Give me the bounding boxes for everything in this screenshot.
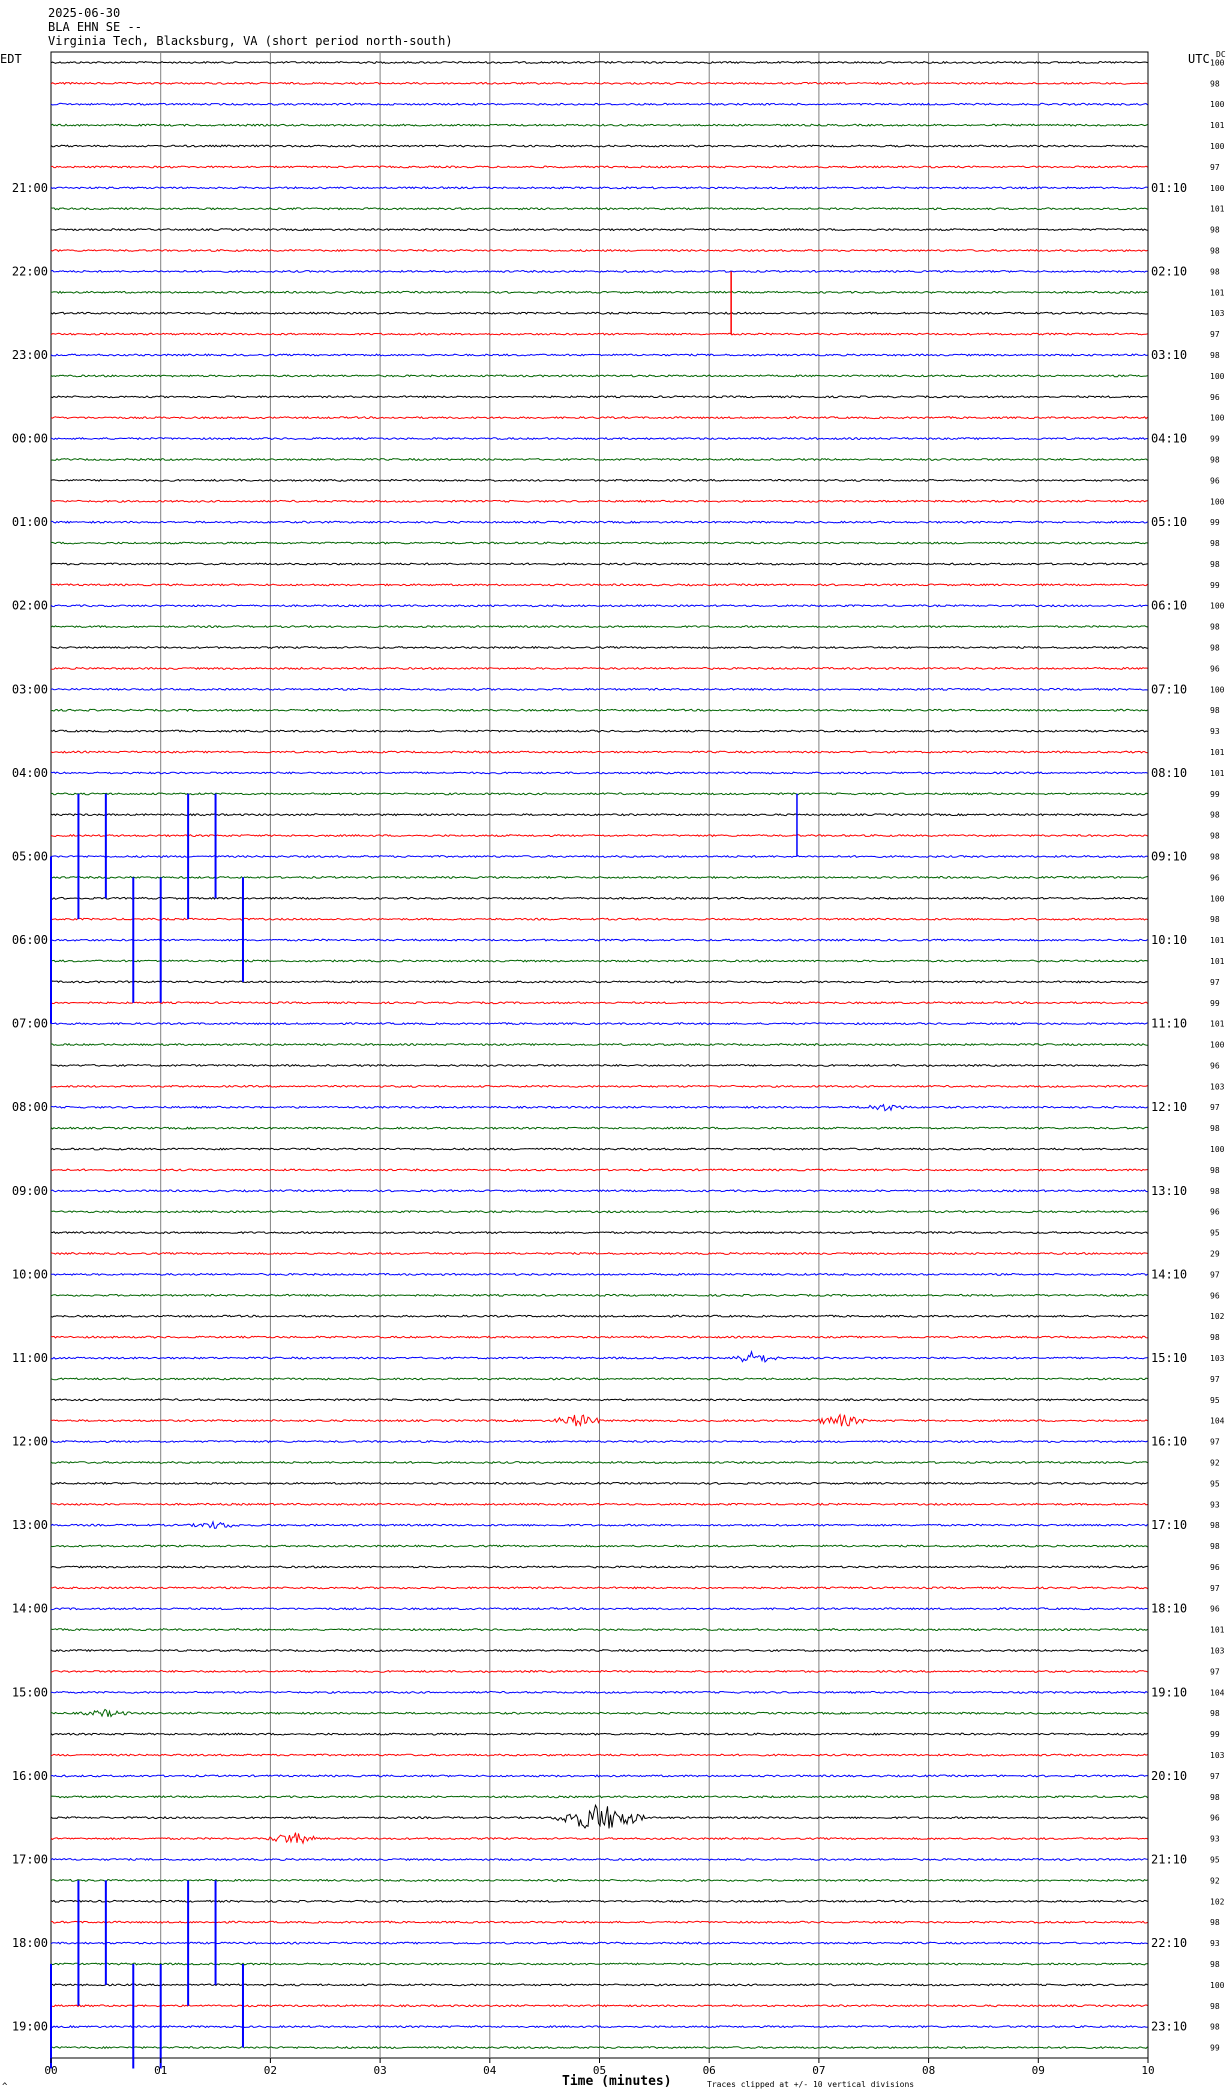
left-time-label: 03:00	[11, 682, 48, 697]
dc-offset-value: 104	[1210, 1688, 1225, 1698]
x-tick-label: 05	[592, 2064, 607, 2077]
dc-offset-value: 95	[1210, 1395, 1220, 1405]
dc-offset-value: 97	[1210, 1270, 1220, 1280]
dc-offset-value: 99	[1210, 434, 1220, 444]
dc-offset-value: 98	[1210, 1792, 1220, 1802]
dc-offset-value: 96	[1210, 476, 1220, 486]
header-location: Virginia Tech, Blacksburg, VA (short period north-south)	[48, 34, 453, 48]
dc-offset-value: 100	[1210, 685, 1225, 695]
right-time-label: 04:10	[1151, 431, 1188, 446]
dc-offset-value: 98	[1210, 915, 1220, 925]
dc-offset-value: 98	[1210, 1165, 1220, 1175]
right-time-label: 20:10	[1151, 1768, 1188, 1783]
dc-offset-value: 98	[1210, 246, 1220, 256]
seismic-trace	[51, 1190, 1148, 1192]
dc-offset-value: 100	[1210, 1040, 1225, 1050]
x-tick-label: 04	[483, 2064, 497, 2077]
dc-offset-value: 99	[1210, 518, 1220, 528]
left-time-label: 11:00	[11, 1350, 48, 1365]
right-time-label: 17:10	[1151, 1518, 1188, 1533]
right-time-label: 10:10	[1151, 933, 1188, 948]
dc-offset-value: 95	[1210, 1855, 1220, 1865]
dc-offset-value: 101	[1210, 1019, 1225, 1029]
dc-offset-value: 101	[1210, 1625, 1225, 1635]
dc-offset-value: 98	[1210, 852, 1220, 862]
dc-offset-value: 98	[1210, 1124, 1220, 1134]
right-time-label: 07:10	[1151, 682, 1188, 697]
dc-offset-value: 98	[1210, 559, 1220, 569]
right-time-label: 14:10	[1151, 1267, 1188, 1282]
dc-offset-value: 98	[1210, 350, 1220, 360]
dc-offset-value: 95	[1210, 1479, 1220, 1489]
dc-offset-value: 101	[1210, 956, 1225, 966]
dc-offset-value: 101	[1210, 121, 1225, 131]
dc-offset-value: 100	[1210, 413, 1225, 423]
dc-offset-value: 98	[1210, 2001, 1220, 2011]
dc-offset-value: 98	[1210, 79, 1220, 89]
x-tick-label: 10	[1141, 2064, 1155, 2077]
left-time-label: 02:00	[11, 598, 48, 613]
header-date: 2025-06-30	[48, 6, 121, 20]
dc-offset-value: 100	[1210, 1980, 1225, 1990]
left-time-label: 22:00	[11, 264, 48, 279]
right-time-label: 22:10	[1151, 1936, 1188, 1951]
x-tick-label: 02	[263, 2064, 278, 2077]
dc-offset-value: 97	[1210, 1437, 1220, 1447]
left-time-label: 01:00	[11, 515, 48, 530]
dc-offset-value: 98	[1210, 225, 1220, 235]
dc-offset-value: 101	[1210, 204, 1225, 214]
dc-offset-value: 102	[1210, 1897, 1225, 1907]
left-time-label: 10:00	[11, 1267, 48, 1282]
dc-offset-value: 97	[1210, 1103, 1220, 1113]
x-tick-label: 00	[44, 2064, 58, 2077]
dc-offset-value: 98	[1210, 643, 1220, 653]
dc-offset-value: 96	[1210, 664, 1220, 674]
dc-offset-value: 96	[1210, 1813, 1220, 1823]
right-time-label: 11:10	[1151, 1016, 1188, 1031]
dc-offset-value: 98	[1210, 455, 1220, 465]
left-time-label: 19:00	[11, 2019, 48, 2034]
x-tick-label: 09	[1031, 2064, 1045, 2077]
dc-offset-value: 101	[1210, 936, 1225, 946]
clipping-footnote: Traces clipped at +/- 10 vertical divisions	[707, 2080, 915, 2089]
right-time-label: 15:10	[1151, 1350, 1188, 1365]
dc-offset-value: 100	[1210, 58, 1225, 68]
dc-offset-value: 92	[1210, 1458, 1220, 1468]
left-time-label: 09:00	[11, 1183, 48, 1198]
x-tick-label: 07	[812, 2064, 826, 2077]
dc-offset-value: 98	[1210, 810, 1220, 820]
left-time-label: 04:00	[11, 765, 48, 780]
seismic-trace	[51, 1483, 1148, 1485]
seismic-trace	[51, 187, 1148, 189]
dc-offset-value: 93	[1210, 1939, 1220, 1949]
dc-offset-value: 100	[1210, 497, 1225, 507]
dc-offset-value: 103	[1210, 1353, 1225, 1363]
dc-offset-value: 97	[1210, 1583, 1220, 1593]
dc-offset-value: 97	[1210, 977, 1220, 987]
dc-offset-value: 96	[1210, 392, 1220, 402]
dc-offset-value: 100	[1210, 894, 1225, 904]
dc-offset-value: 97	[1210, 1374, 1220, 1384]
right-time-label: 21:10	[1151, 1852, 1188, 1867]
dc-offset-value: 103	[1210, 309, 1225, 319]
dc-offset-value: 99	[1210, 580, 1220, 590]
dc-offset-value: 103	[1210, 1751, 1225, 1761]
dc-offset-value: 101	[1210, 748, 1225, 758]
right-time-label: 16:10	[1151, 1434, 1188, 1449]
left-time-label: 21:00	[11, 180, 48, 195]
right-time-label: 02:10	[1151, 264, 1188, 279]
dc-offset-value: 99	[1210, 789, 1220, 799]
dc-offset-value: 99	[1210, 1730, 1220, 1740]
dc-offset-value: 98	[1210, 831, 1220, 841]
x-tick-label: 08	[921, 2064, 936, 2077]
left-time-label: 08:00	[11, 1100, 48, 1115]
left-time-label: 12:00	[11, 1434, 48, 1449]
right-timezone-label: UTC	[1188, 52, 1210, 66]
dc-offset-value: 97	[1210, 162, 1220, 172]
dc-offset-value: 100	[1210, 371, 1225, 381]
dc-offset-value: 96	[1210, 1291, 1220, 1301]
dc-offset-value: 96	[1210, 1604, 1220, 1614]
dc-offset-value: 29	[1210, 1249, 1220, 1259]
left-time-label: 06:00	[11, 933, 48, 948]
dc-offset-value: 103	[1210, 1082, 1225, 1092]
right-time-label: 08:10	[1151, 765, 1188, 780]
left-time-label: 14:00	[11, 1601, 48, 1616]
header-station: BLA EHN SE --	[48, 20, 142, 34]
dc-offset-value: 98	[1210, 1333, 1220, 1343]
right-time-label: 13:10	[1151, 1183, 1188, 1198]
dc-offset-value: 100	[1210, 100, 1225, 110]
right-time-label: 12:10	[1151, 1100, 1188, 1115]
left-time-label: 15:00	[11, 1685, 48, 1700]
dc-column-label: DC	[1216, 50, 1226, 59]
dc-offset-value: 99	[1210, 2043, 1220, 2053]
dc-offset-value: 96	[1210, 1061, 1220, 1071]
dc-offset-value: 100	[1210, 142, 1225, 152]
right-time-label: 09:10	[1151, 849, 1188, 864]
dc-offset-value: 100	[1210, 1145, 1225, 1155]
left-time-label: 05:00	[11, 849, 48, 864]
right-time-label: 06:10	[1151, 598, 1188, 613]
right-time-label: 23:10	[1151, 2019, 1188, 2034]
corner-caret: ^	[2, 2082, 8, 2092]
dc-offset-value: 98	[1210, 1959, 1220, 1969]
dc-offset-value: 98	[1210, 1542, 1220, 1552]
dc-offset-value: 98	[1210, 706, 1220, 716]
left-time-label: 17:00	[11, 1852, 48, 1867]
dc-offset-value: 98	[1210, 1186, 1220, 1196]
left-time-label: 00:00	[11, 431, 48, 446]
dc-offset-value: 98	[1210, 1709, 1220, 1719]
right-time-label: 19:10	[1151, 1685, 1188, 1700]
x-tick-label: 01	[154, 2064, 168, 2077]
seismic-trace	[51, 1503, 1148, 1505]
dc-offset-value: 92	[1210, 1876, 1220, 1886]
dc-offset-value: 98	[1210, 1918, 1220, 1928]
dc-offset-value: 93	[1210, 727, 1220, 737]
x-tick-label: 03	[373, 2064, 387, 2077]
dc-offset-value: 93	[1210, 1834, 1220, 1844]
right-time-label: 03:10	[1151, 347, 1188, 362]
left-time-label: 07:00	[11, 1016, 48, 1031]
dc-offset-value: 101	[1210, 288, 1225, 298]
dc-offset-value: 98	[1210, 622, 1220, 632]
dc-offset-value: 104	[1210, 1416, 1225, 1426]
dc-offset-value: 100	[1210, 601, 1225, 611]
x-tick-label: 06	[702, 2064, 716, 2077]
dc-offset-value: 99	[1210, 998, 1220, 1008]
left-time-label: 13:00	[11, 1518, 48, 1533]
dc-offset-value: 97	[1210, 1771, 1220, 1781]
dc-offset-value: 96	[1210, 873, 1220, 883]
dc-offset-value: 97	[1210, 330, 1220, 340]
dc-offset-value: 97	[1210, 1667, 1220, 1677]
left-timezone-label: EDT	[0, 52, 22, 66]
dc-offset-value: 103	[1210, 1646, 1225, 1656]
dc-offset-value: 102	[1210, 1312, 1225, 1322]
left-time-label: 23:00	[11, 347, 48, 362]
x-axis-title: Time (minutes)	[562, 2074, 672, 2089]
left-time-label: 18:00	[11, 1936, 48, 1951]
dc-offset-value: 98	[1210, 1521, 1220, 1531]
dc-offset-value: 98	[1210, 267, 1220, 277]
dc-offset-value: 96	[1210, 1562, 1220, 1572]
dc-offset-value: 95	[1210, 1228, 1220, 1238]
dc-offset-value: 93	[1210, 1500, 1220, 1510]
dc-offset-value: 98	[1210, 539, 1220, 549]
right-time-label: 18:10	[1151, 1601, 1188, 1616]
right-time-label: 05:10	[1151, 515, 1188, 530]
left-time-label: 16:00	[11, 1768, 48, 1783]
dc-offset-value: 98	[1210, 2022, 1220, 2032]
dc-offset-value: 96	[1210, 1207, 1220, 1217]
dc-offset-value: 100	[1210, 183, 1225, 193]
dc-offset-value: 101	[1210, 768, 1225, 778]
right-time-label: 01:10	[1151, 180, 1188, 195]
